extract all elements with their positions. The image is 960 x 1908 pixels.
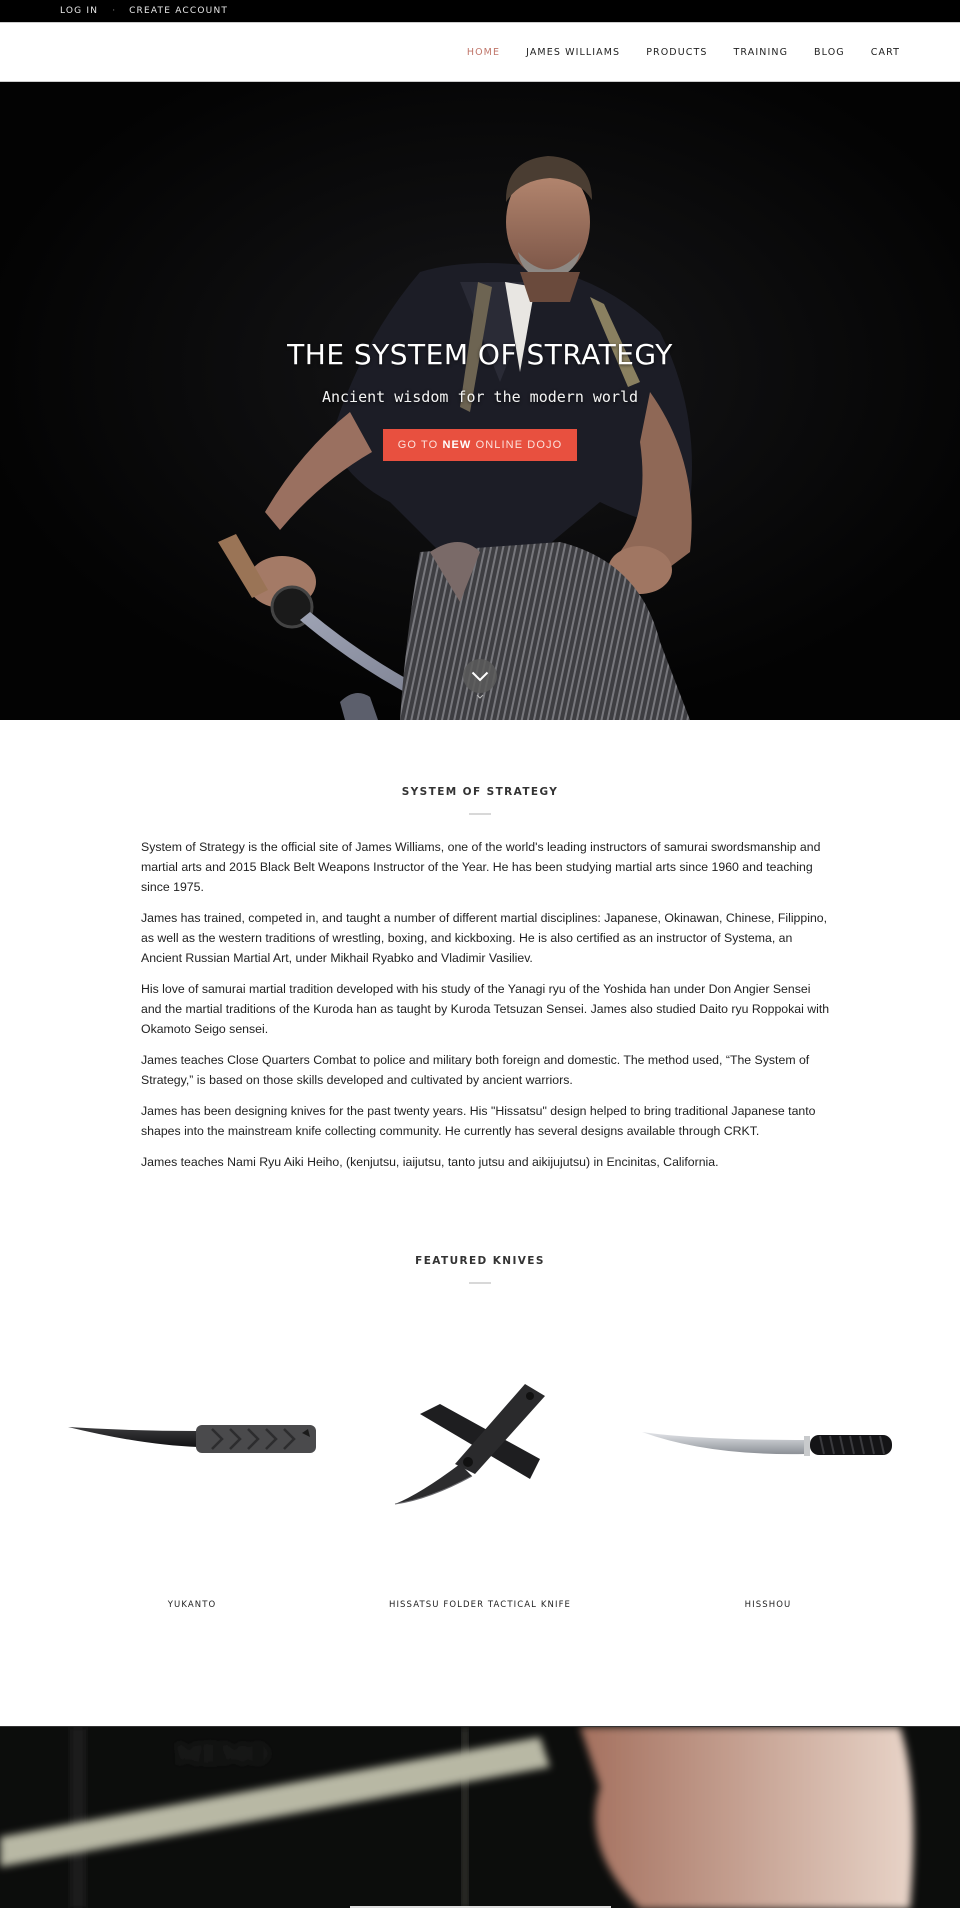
folding-knife-image[interactable] (336, 1314, 624, 1564)
featured-section-title: FEATURED KNIVES (415, 1255, 545, 1267)
svg-text:MEMO: MEMO (175, 1740, 269, 1770)
button-emphasis: NEW (442, 439, 472, 451)
top-utility-bar (0, 0, 960, 22)
hero-banner (0, 82, 960, 720)
nav-item-cart[interactable]: CART (870, 46, 900, 58)
about-paragraph: His love of samurai martial tradition developed with his study of the Yanagi ryu of the Yoshida han under Don Angier Sensei and the martial traditions of the Kuroda han as taught by Kuroda Tetsuzan Sensei. James also studied Daito ryu Roppokai with Okamoto Seigo sensei. (141, 982, 830, 1036)
about-paragraph: James teaches Close Quarters Combat to police and military both foreign and domestic. The method used, “The System of Strategy,” is based on those skills developed and cultivated by ancient warriors. (141, 1053, 810, 1087)
hero-title: THE SYSTEM OF STRATEGY (287, 338, 673, 371)
online-dojo-button[interactable] (383, 429, 578, 461)
about-section-title: SYSTEM OF STRATEGY (401, 786, 559, 798)
scroll-down-button[interactable] (463, 659, 497, 693)
title-divider (469, 813, 491, 815)
training-photo (0, 1727, 960, 1908)
about-paragraph: James teaches Nami Ryu Aiki Heiho, (kenjutsu, iaijutsu, tanto jutsu and aikijujutsu) in Encinitas, California. (141, 1155, 719, 1169)
create-account-link[interactable]: CREATE ACCOUNT (129, 6, 229, 16)
about-paragraph: James has been designing knives for the past twenty years. His "Hissatsu" design helped to bring traditional Japanese tanto shapes into the mainstream knife collecting community. He currently has several designs available through CRKT. (141, 1104, 816, 1138)
login-link[interactable]: LOG IN (60, 6, 99, 16)
main-nav (441, 47, 900, 58)
training-photo-banner (0, 1726, 960, 1908)
nav-item-james-williams[interactable]: JAMES WILLIAMS (526, 46, 621, 58)
curved-tanto-knife-image[interactable] (624, 1314, 912, 1564)
hero-content (0, 338, 960, 461)
product-name[interactable]: HISSATSU FOLDER TACTICAL KNIFE (388, 1600, 572, 1610)
product-card[interactable] (624, 1314, 912, 1610)
about-paragraph: James has trained, competed in, and taught a number of different martial disciplines: Japanese, Okinawan, Chinese, Filippino, as well as the western traditions of wrestling, boxing, and kickboxing. He is also certified as an instructor of Systema, an Ancient Russian Martial Art, under Mikhail Ryabko and Vladimir Vasiliev. (141, 911, 828, 965)
nav-item-training[interactable]: TRAINING (733, 46, 789, 58)
nav-item-blog[interactable]: BLOG (814, 46, 845, 58)
about-paragraph: System of Strategy is the official site of James Williams, one of the world's leading instructors of samurai swordsmanship and martial arts and 2015 Black Belt Weapons Instructor of the Year. He has been studying martial arts since 1960 and teaching since 1975. (141, 840, 821, 894)
site-header (0, 22, 960, 82)
button-prefix: GO TO (397, 439, 443, 451)
fixed-blade-knife-image[interactable] (48, 1314, 336, 1564)
product-card[interactable] (48, 1314, 336, 1610)
about-text (130, 837, 830, 1172)
product-name[interactable]: HISSHOU (744, 1600, 792, 1610)
product-grid (0, 1314, 960, 1610)
chevron-down-small-icon (476, 694, 484, 700)
title-divider (469, 1282, 491, 1284)
about-section (0, 720, 960, 1172)
nav-item-products[interactable]: PRODUCTS (646, 46, 708, 58)
button-suffix: ONLINE DOJO (471, 439, 563, 451)
chevron-down-icon (471, 671, 489, 682)
hero-subtitle: Ancient wisdom for the modern world (321, 388, 639, 406)
separator-dot: · (112, 6, 116, 16)
featured-knives-section (0, 1183, 960, 1610)
nav-item-home[interactable]: HOME (466, 46, 501, 58)
product-card[interactable] (336, 1314, 624, 1610)
product-name[interactable]: YUKANTO (167, 1600, 217, 1610)
